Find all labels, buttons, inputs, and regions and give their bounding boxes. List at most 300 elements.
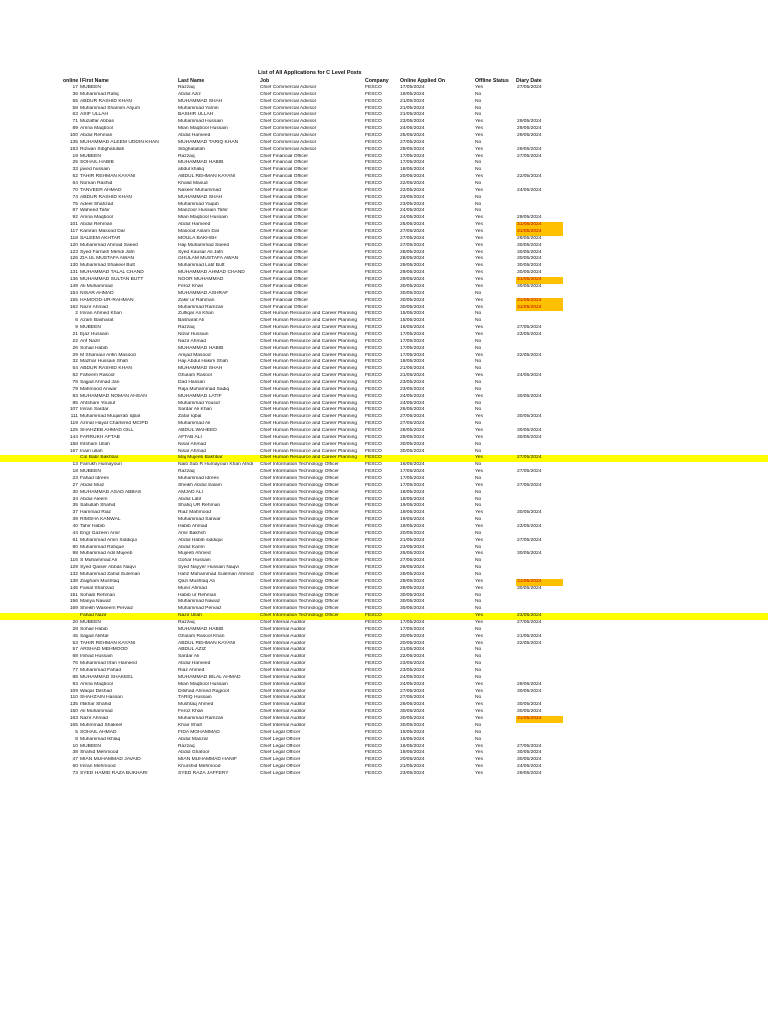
table-row xyxy=(0,305,768,312)
cell-offline-status: Yes xyxy=(475,702,483,708)
cell-company: FESCO xyxy=(365,304,382,310)
cell-id: 70 xyxy=(72,187,78,193)
cell-diary-date: 24/05/2024 xyxy=(517,764,542,770)
cell-offline-status: Yes xyxy=(475,640,483,646)
table-row xyxy=(0,723,768,730)
table-row xyxy=(0,394,768,401)
cell-job: Chief Human Resource and Career Planning xyxy=(260,379,358,385)
table-row xyxy=(0,188,768,195)
cell-first-name: NISAR AHMAD xyxy=(80,290,114,296)
table-row xyxy=(0,366,768,373)
cell-job: Chief Human Resource and Career Planning xyxy=(260,366,358,372)
cell-applied-on: 27/05/2024 xyxy=(400,414,425,420)
cell-diary-date: 29/05/2024 xyxy=(517,146,542,152)
cell-diary-date: 30/05/2024 xyxy=(517,283,542,289)
cell-job: Chief Human Resource and Career Planning xyxy=(260,352,358,358)
table-row xyxy=(0,593,768,600)
cell-applied-on: 19/05/2024 xyxy=(400,503,425,509)
cell-id: 163 xyxy=(69,716,78,722)
cell-id: 100 xyxy=(69,133,78,139)
cell-last-name: Abdul Habib siddiqui xyxy=(178,537,223,543)
cell-applied-on: 30/05/2024 xyxy=(400,283,425,289)
cell-job: Chief Information Technology Officer xyxy=(260,482,339,488)
cell-last-name: ABDUL WAHEED xyxy=(178,427,217,433)
table-row xyxy=(0,449,768,456)
cell-offline-status: Yes xyxy=(475,757,483,763)
cell-last-name: Qazi Mushtaq Ali xyxy=(178,578,215,584)
cell-offline-status: Yes xyxy=(475,434,483,440)
cell-id: 136 xyxy=(69,277,78,283)
cell-offline-status: No xyxy=(475,695,482,701)
cell-company: FESCO xyxy=(365,215,382,221)
table-row xyxy=(0,256,768,263)
table-row xyxy=(0,298,768,305)
cell-first-name: Muhammad Muqarrab Iqbal xyxy=(80,414,141,420)
cell-id: 38 xyxy=(72,750,78,756)
cell-first-name: Noman Rashid xyxy=(80,181,113,187)
cell-id: 45 xyxy=(72,633,78,639)
table-row xyxy=(0,147,768,154)
cell-diary-date: 31/05/2024 xyxy=(516,229,563,236)
cell-company: FESCO xyxy=(365,688,382,694)
cell-last-name: Maj Mujeeb Bakhtiar xyxy=(178,455,223,461)
cell-offline-status: No xyxy=(475,599,482,605)
cell-offline-status: No xyxy=(475,208,482,214)
cell-first-name: Imran Sardar xyxy=(80,407,109,413)
table-row xyxy=(0,510,768,517)
cell-id: 5 xyxy=(75,729,78,735)
cell-offline-status: Yes xyxy=(475,681,483,687)
cell-first-name: Imran Mehmood xyxy=(80,764,116,770)
cell-diary-date: 30/05/2024 xyxy=(517,242,542,248)
cell-applied-on: 27/05/2024 xyxy=(400,242,425,248)
cell-offline-status: No xyxy=(475,91,482,97)
cell-diary-date: 29/05/2024 xyxy=(517,126,542,132)
cell-id: 125 xyxy=(69,427,78,433)
cell-offline-status: Yes xyxy=(475,153,483,159)
cell-offline-status: No xyxy=(475,530,482,536)
cell-diary-date: 30/05/2024 xyxy=(517,585,542,591)
cell-last-name: Masood Aslam Dar xyxy=(178,229,220,235)
cell-offline-status: Yes xyxy=(475,85,483,90)
cell-job: Chief Financial Officer xyxy=(260,153,309,159)
cell-offline-status: Yes xyxy=(475,455,483,461)
cell-applied-on: 22/05/2024 xyxy=(400,181,425,187)
cell-first-name: M Shamaul Arifin Masood xyxy=(80,352,136,358)
cell-first-name: FARRUKH AFTAB xyxy=(80,434,120,440)
cell-applied-on: 30/05/2024 xyxy=(400,297,425,303)
cell-applied-on: 23/05/2024 xyxy=(400,194,425,200)
table-row xyxy=(0,112,768,119)
cell-job: Chief Human Resource and Career Planning xyxy=(260,455,358,461)
cell-offline-status: Yes xyxy=(475,325,483,331)
cell-company: FESCO xyxy=(365,709,382,715)
cell-first-name: Sajjad Akhtar xyxy=(80,633,109,639)
cell-offline-status: Yes xyxy=(475,297,483,303)
cell-id: 58 xyxy=(72,105,78,111)
table-row xyxy=(0,627,768,634)
cell-job: Chief Information Technology Officer xyxy=(260,496,339,502)
cell-id: 92 xyxy=(72,215,78,221)
cell-job: Chief Financial Officer xyxy=(260,304,309,310)
table-row xyxy=(0,682,768,689)
cell-first-name: TANVEER AHMAD xyxy=(80,187,122,193)
cell-offline-status: Yes xyxy=(475,633,483,639)
cell-first-name: Muhmmad Shakeel xyxy=(80,722,123,728)
cell-applied-on: 15/05/2024 xyxy=(400,729,425,735)
cell-last-name: Habib Ahmad xyxy=(178,524,208,529)
table-row xyxy=(0,744,768,751)
cell-last-name: Muhammad Sarwar xyxy=(178,517,221,523)
cell-company: FESCO xyxy=(365,174,382,180)
cell-job: Chief Information Technology Officer xyxy=(260,530,339,536)
header-applied-on: Online Applied On xyxy=(400,78,446,84)
cell-first-name: Waqar Dilshad xyxy=(80,688,112,694)
cell-diary-date: 31/05/2024 xyxy=(516,298,563,305)
cell-job: Chief Human Resource and Career Planning xyxy=(260,325,358,331)
table-row xyxy=(0,716,768,723)
cell-job: Chief Human Resource and Career Planning xyxy=(260,338,358,344)
cell-applied-on: 17/05/2024 xyxy=(400,153,425,159)
cell-offline-status: Yes xyxy=(475,469,483,475)
cell-applied-on: 18/05/2024 xyxy=(400,167,425,173)
cell-first-name: MUBEEN xyxy=(80,325,101,331)
cell-applied-on: 21/05/2024 xyxy=(400,112,425,118)
cell-offline-status: No xyxy=(475,181,482,187)
cell-first-name: Abdul Rehman xyxy=(80,222,113,228)
cell-offline-status: Yes xyxy=(475,263,483,269)
cell-offline-status: No xyxy=(475,386,482,392)
table-row xyxy=(0,503,768,510)
cell-job: Chief Legal Officer xyxy=(260,750,301,756)
cell-last-name: Muhammad Pervaiz xyxy=(178,606,222,612)
cell-last-name: Gohar Hussain xyxy=(178,558,211,564)
cell-job: Chief Financial Officer xyxy=(260,263,309,269)
cell-first-name: javed hussain xyxy=(80,167,110,173)
cell-diary-date: 30/05/2024 xyxy=(517,688,542,694)
table-row xyxy=(0,750,768,757)
cell-first-name: Inam ullah xyxy=(80,448,103,454)
cell-company: FESCO xyxy=(365,551,382,557)
cell-diary-date: 23/05/2024 xyxy=(517,613,542,619)
cell-diary-date: 30/05/2024 xyxy=(517,256,542,262)
cell-company: FESCO xyxy=(365,441,382,447)
cell-first-name: Tahir Habib xyxy=(80,524,105,529)
cell-last-name: Abdul Karim xyxy=(178,544,205,550)
table-row xyxy=(0,428,768,435)
cell-first-name: SOHAIL AHMAD xyxy=(80,729,117,735)
cell-last-name: Razzaq xyxy=(178,469,195,475)
cell-last-name: ABDUL REHMAN KAYANI xyxy=(178,640,236,646)
cell-first-name: Rizwan Sibghatullah xyxy=(80,146,125,152)
table-row xyxy=(0,387,768,394)
cell-offline-status: No xyxy=(475,729,482,735)
cell-company: FESCO xyxy=(365,235,382,241)
cell-last-name: MOULA BAKHSH xyxy=(178,235,217,241)
cell-first-name: ARSHAD MEHMOOD xyxy=(80,647,128,653)
cell-offline-status: Yes xyxy=(475,187,483,193)
cell-offline-status: No xyxy=(475,421,482,427)
table-row xyxy=(0,565,768,572)
cell-company: FESCO xyxy=(365,558,382,564)
cell-company: FESCO xyxy=(365,263,382,269)
cell-job: Chief Legal Officer xyxy=(260,764,301,770)
cell-last-name: Nisar Ahmad xyxy=(178,441,206,447)
cell-last-name: Abdul Manzar xyxy=(178,736,209,742)
cell-applied-on: 17/05/2024 xyxy=(400,352,425,358)
cell-diary-date: 30/05/2024 xyxy=(517,270,542,276)
cell-company: FESCO xyxy=(365,160,382,166)
cell-job: Chief Financial Officer xyxy=(260,229,309,235)
cell-last-name: Haji Muhammad Saeed xyxy=(178,242,230,248)
cell-company: FESCO xyxy=(365,297,382,303)
cell-job: Chief Financial Officer xyxy=(260,181,309,187)
cell-last-name: MUHAMMAD HABIB xyxy=(178,626,224,632)
cell-first-name: MUHAMMAD NOMAN AHSAN xyxy=(80,393,147,399)
page-title: List of All Applications for C Level Posts xyxy=(258,70,362,76)
table-row xyxy=(0,421,768,428)
cell-offline-status: No xyxy=(475,379,482,385)
cell-applied-on: 19/05/2024 xyxy=(400,524,425,529)
cell-id: 68 xyxy=(72,654,78,660)
cell-applied-on: 15/05/2024 xyxy=(400,311,425,317)
cell-last-name: Zakir ur Rahman xyxy=(178,297,215,303)
cell-id: 149 xyxy=(69,283,78,289)
cell-company: FESCO xyxy=(365,620,382,626)
table-row xyxy=(0,606,768,613)
table-row xyxy=(0,675,768,682)
cell-applied-on: 17/05/2024 xyxy=(400,160,425,166)
table-row xyxy=(0,490,768,497)
cell-applied-on: 23/05/2024 xyxy=(400,668,425,674)
cell-offline-status: No xyxy=(475,462,482,468)
cell-company: FESCO xyxy=(365,681,382,687)
cell-id: 36 xyxy=(72,91,78,97)
cell-company: FESCO xyxy=(365,187,382,193)
cell-diary-date: 29/05/2024 xyxy=(517,770,542,776)
cell-last-name: Abdul Hameed xyxy=(178,661,211,667)
cell-job: Chief Information Technology Officer xyxy=(260,565,339,571)
cell-applied-on: 28/05/2024 xyxy=(400,565,425,571)
cell-company: FESCO xyxy=(365,695,382,701)
cell-offline-status: Yes xyxy=(475,283,483,289)
cell-company: FESCO xyxy=(365,455,382,461)
cell-first-name: RIMSHA KANWAL xyxy=(80,517,121,523)
cell-id: 52 xyxy=(72,174,78,180)
cell-id: 138 xyxy=(69,578,78,584)
cell-company: FESCO xyxy=(365,242,382,248)
cell-id: 165 xyxy=(69,722,78,728)
cell-first-name: Muhammad Rafiq xyxy=(80,91,119,97)
cell-diary-date: 30/05/2024 xyxy=(517,702,542,708)
cell-job: Chief Internal Auditor xyxy=(260,674,306,680)
table-row xyxy=(0,373,768,380)
cell-id: 144 xyxy=(69,434,78,440)
table-row xyxy=(0,737,768,744)
cell-job: Chief Financial Officer xyxy=(260,283,309,289)
cell-applied-on: 21/05/2024 xyxy=(400,105,425,111)
cell-company: FESCO xyxy=(365,400,382,406)
cell-last-name: Muhammad Latif Butt xyxy=(178,263,225,269)
cell-diary-date: 27/05/2024 xyxy=(517,620,542,626)
cell-first-name: Azam Basharat xyxy=(80,318,114,324)
cell-offline-status: Yes xyxy=(475,373,483,379)
cell-first-name: Sheikh Waseem Pervaiz xyxy=(80,606,134,612)
cell-applied-on: 15/05/2024 xyxy=(400,318,425,324)
table-row xyxy=(0,133,768,140)
cell-id: 39 xyxy=(72,517,78,523)
cell-first-name: TAHIR REHMAN KAYANI xyxy=(80,174,136,180)
cell-last-name: Manzoor Hussain Tahir xyxy=(178,208,228,214)
cell-company: FESCO xyxy=(365,702,382,708)
cell-job: Chief Financial Officer xyxy=(260,215,309,221)
cell-company: FESCO xyxy=(365,331,382,337)
header-job: Job xyxy=(260,78,270,84)
cell-diary-date: 30/05/2024 xyxy=(517,757,542,763)
cell-offline-status: Yes xyxy=(475,222,483,228)
cell-offline-status: Yes xyxy=(475,126,483,132)
cell-offline-status: No xyxy=(475,98,482,104)
table-row xyxy=(0,167,768,174)
header-company: Company xyxy=(365,78,389,84)
cell-job: Chief Commercial Advisor xyxy=(260,112,317,118)
cell-first-name: Nazir Ahmad xyxy=(80,716,108,722)
cell-offline-status: Yes xyxy=(475,352,483,358)
cell-diary-date: 27/05/2024 xyxy=(517,325,542,331)
cell-diary-date: 30/05/2024 xyxy=(517,551,542,557)
cell-offline-status: No xyxy=(475,544,482,550)
table-row xyxy=(0,524,768,531)
cell-last-name: Sardar Ali xyxy=(178,654,200,660)
cell-job: Chief Financial Officer xyxy=(260,256,309,262)
cell-first-name: Faisal Shahzad xyxy=(80,585,114,591)
cell-applied-on: 18/05/2024 xyxy=(400,496,425,502)
cell-applied-on: 28/05/2024 xyxy=(400,427,425,433)
cell-first-name: Sohaib Rehman xyxy=(80,592,116,598)
cell-job: Chief Information Technology Officer xyxy=(260,517,339,523)
cell-first-name: Ali Muhammad xyxy=(80,283,113,289)
cell-first-name: SOHAIL HABIB xyxy=(80,160,114,166)
cell-id: 130 xyxy=(69,263,78,269)
cell-id: 78 xyxy=(72,379,78,385)
cell-company: FESCO xyxy=(365,537,382,543)
cell-offline-status: Yes xyxy=(475,716,483,722)
cell-last-name: Munir Ahmad xyxy=(178,585,207,591)
cell-id: 129 xyxy=(69,565,78,571)
cell-first-name: ABDUR RASHID KHAN xyxy=(80,98,132,104)
cell-last-name: TARIQ Hussain xyxy=(178,695,212,701)
cell-first-name: Muhammad Shakeel Butt xyxy=(80,263,135,269)
cell-company: FESCO xyxy=(365,105,382,111)
cell-offline-status: No xyxy=(475,736,482,742)
cell-first-name: Ahtsham Yousuf xyxy=(80,400,116,406)
table-row xyxy=(0,654,768,661)
cell-job: Chief Legal Officer xyxy=(260,770,301,776)
cell-applied-on: 19/05/2024 xyxy=(400,91,425,97)
cell-company: FESCO xyxy=(365,379,382,385)
table-row xyxy=(0,332,768,339)
cell-job: Chief Information Technology Officer xyxy=(260,462,339,468)
cell-id: 61 xyxy=(72,537,78,543)
cell-company: FESCO xyxy=(365,565,382,571)
table-row xyxy=(0,634,768,641)
cell-diary-date: 27/05/2024 xyxy=(517,85,542,90)
cell-first-name: Azmat Hayat Chartered MCIPD xyxy=(80,421,149,427)
table-row xyxy=(0,181,768,188)
cell-last-name: Abdul Hameed xyxy=(178,222,211,228)
cell-company: FESCO xyxy=(365,647,382,653)
cell-last-name: Razzaq xyxy=(178,743,195,749)
table-row xyxy=(0,545,768,552)
cell-last-name: Khurshid Mehmood xyxy=(178,764,221,770)
cell-last-name: Nazir Ahmad xyxy=(178,338,206,344)
cell-last-name: Abdul Hameed xyxy=(178,133,211,139)
cell-company: FESCO xyxy=(365,290,382,296)
table-row xyxy=(0,380,768,387)
cell-job: Chief Human Resource and Career Planning xyxy=(260,318,358,324)
cell-company: FESCO xyxy=(365,201,382,207)
cell-job: Chief Internal Auditor xyxy=(260,668,306,674)
cell-first-name: SALEEM AKHTAR xyxy=(80,235,121,241)
cell-offline-status: No xyxy=(475,318,482,324)
cell-last-name: Shafiq UR Rehman xyxy=(178,503,221,509)
cell-last-name: Riaz Ahmed xyxy=(178,668,205,674)
cell-job: Chief Financial Officer xyxy=(260,235,309,241)
cell-first-name: Muhammad Irfan Hameed xyxy=(80,661,137,667)
table-row xyxy=(0,442,768,449)
cell-last-name: MUHAMMAD AHMAD CHAND xyxy=(178,270,245,276)
cell-id: 54 xyxy=(72,366,78,372)
cell-id: 60 xyxy=(72,764,78,770)
cell-applied-on: 24/05/2024 xyxy=(400,215,425,221)
cell-id: 19 xyxy=(72,153,78,159)
cell-applied-on: 17/05/2024 xyxy=(400,626,425,632)
cell-first-name: Zaigham Mushtaq xyxy=(80,578,120,584)
cell-id: 25 xyxy=(72,160,78,166)
cell-id: 150 xyxy=(69,709,78,715)
cell-offline-status: No xyxy=(475,592,482,598)
cell-company: FESCO xyxy=(365,626,382,632)
cell-diary-date: 27/05/2024 xyxy=(517,455,542,461)
cell-applied-on: 29/05/2024 xyxy=(400,277,425,283)
table-row xyxy=(0,263,768,270)
cell-last-name: Naib Sub R Humayoun Khan Afridi xyxy=(178,462,254,468)
cell-last-name: Ghulam Rasool xyxy=(178,373,212,379)
table-row xyxy=(0,92,768,99)
cell-first-name: MUHAMMAD ASAD ABBAS xyxy=(80,489,142,495)
cell-applied-on: 27/05/2024 xyxy=(400,688,425,694)
table-row xyxy=(0,401,768,408)
table-row xyxy=(0,730,768,737)
cell-applied-on: 30/05/2024 xyxy=(400,592,425,598)
cell-job: Chief Human Resource and Career Planning xyxy=(260,427,358,433)
cell-diary-date: 27/05/2024 xyxy=(517,469,542,475)
cell-applied-on: 27/05/2024 xyxy=(400,229,425,235)
cell-job: Chief Commercial Advisor xyxy=(260,119,317,125)
cell-diary-date: 31/05/2024 xyxy=(516,277,563,284)
cell-offline-status: Yes xyxy=(475,270,483,276)
cell-id: 71 xyxy=(72,119,78,125)
cell-applied-on: 29/05/2024 xyxy=(400,578,425,584)
cell-last-name: Nazir Ullah xyxy=(178,613,202,619)
cell-company: FESCO xyxy=(365,85,382,90)
cell-offline-status: No xyxy=(475,565,482,571)
cell-applied-on: 24/05/2024 xyxy=(400,126,425,132)
table-row xyxy=(0,154,768,161)
cell-applied-on: 24/05/2024 xyxy=(400,400,425,406)
cell-job: Chief Internal Auditor xyxy=(260,626,306,632)
cell-job: Chief Commercial Advisor xyxy=(260,91,317,97)
